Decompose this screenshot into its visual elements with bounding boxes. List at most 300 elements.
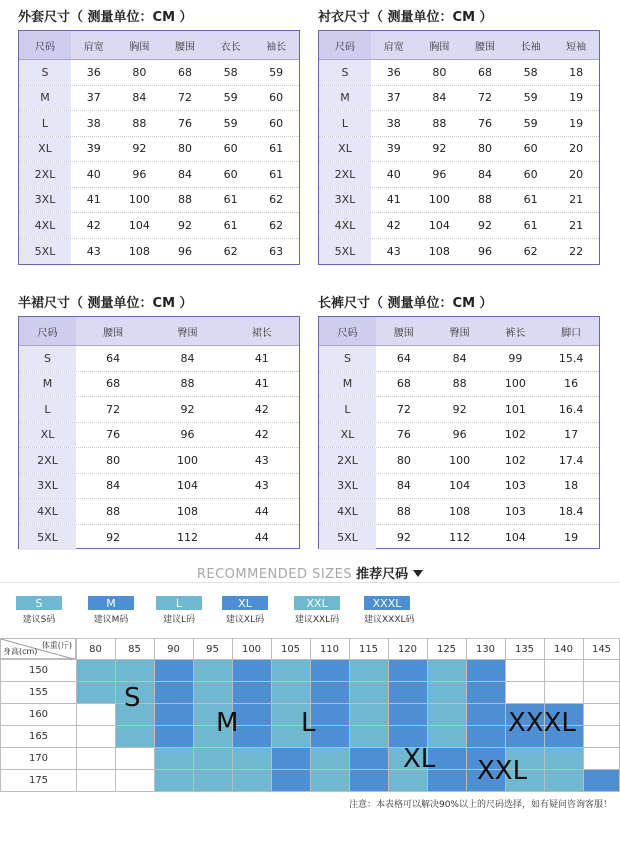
table-cell: 60 (523, 167, 538, 181)
recommended-title-en: RECOMMENDED SIZES (196, 567, 353, 582)
table-cell: 104 (128, 218, 150, 232)
grid-cell (466, 725, 505, 747)
table-cell: 68 (477, 65, 492, 79)
grid-cell (76, 681, 115, 703)
table-cell: 44 (254, 530, 269, 544)
table-cell: 19 (564, 530, 579, 544)
table-cell: 72 (477, 91, 492, 105)
table-cell: 101 (504, 402, 526, 416)
grid-cell (388, 681, 427, 703)
weight-header: 80 (76, 638, 115, 659)
grid-cell (193, 769, 232, 791)
grid-cell (115, 747, 154, 769)
corner-weight-label: 体重(斤) (41, 641, 72, 650)
weight-header: 105 (271, 638, 310, 659)
table-cell: 72 (106, 402, 121, 416)
grid-cell (583, 769, 620, 791)
table-cell: 96 (477, 244, 492, 258)
grid-cell (544, 747, 583, 769)
column-header: 尺码 (319, 31, 371, 59)
grid-line (349, 638, 350, 791)
table-cell: 108 (176, 504, 198, 518)
table-row (19, 162, 299, 188)
weight-header: 110 (310, 638, 349, 659)
table-cell: 88 (477, 193, 492, 207)
grid-size-label: XXXL (508, 708, 576, 738)
grid-corner (0, 638, 76, 659)
corner-height-label: 身高(cm) (3, 647, 38, 656)
section-divider (0, 582, 620, 583)
weight-header: 85 (115, 638, 154, 659)
table-cell: 63 (269, 244, 284, 258)
table-cell: 80 (396, 453, 411, 467)
table-cell: 84 (180, 351, 195, 365)
table-cell: 16 (564, 377, 579, 391)
weight-header: 125 (427, 638, 466, 659)
legend-swatch: M (88, 596, 134, 610)
table-row (19, 111, 299, 137)
table-row (319, 111, 599, 137)
table-cell: 17.4 (558, 453, 584, 467)
size-label: 5XL (319, 239, 371, 265)
table-cell: 16.4 (558, 402, 584, 416)
size-label: S (19, 346, 76, 371)
table-row (19, 86, 299, 112)
table-cell: 80 (177, 142, 192, 156)
table-cell: 84 (432, 91, 447, 105)
legend-item (222, 596, 268, 625)
table-row (19, 525, 299, 551)
grid-size-label: L (301, 708, 316, 738)
height-label: 150 (0, 659, 76, 681)
table-cell: 92 (452, 402, 467, 416)
grid-cell (76, 703, 115, 725)
table-cell: 92 (432, 142, 447, 156)
table-cell: 60 (223, 142, 238, 156)
grid-cell (193, 659, 232, 681)
size-table (18, 30, 300, 265)
size-label: 3XL (19, 188, 71, 213)
footnote: 注意：本表格可以解决90%以上的尺码选择，如有疑问咨询客服！ (348, 800, 612, 810)
table-cell: 92 (180, 402, 195, 416)
table-row (19, 499, 299, 525)
grid-cell (427, 659, 466, 681)
table-row (319, 213, 599, 239)
table-cell: 102 (504, 428, 526, 442)
table-row (319, 162, 599, 188)
table-cell: 112 (449, 530, 471, 544)
legend-item (88, 596, 134, 625)
column-header: 袖长 (266, 41, 287, 53)
grid-cell (583, 659, 620, 681)
grid-cell (232, 769, 271, 791)
weight-header: 140 (544, 638, 583, 659)
table-cell: 104 (449, 479, 471, 493)
table-cell: 96 (177, 244, 192, 258)
table-cell: 62 (269, 218, 284, 232)
table-cell: 36 (86, 65, 101, 79)
table-cell: 68 (177, 65, 192, 79)
recommended-title-cn: 推荐尺码 (356, 567, 409, 582)
table-cell: 59 (223, 91, 238, 105)
table-cell: 84 (452, 351, 467, 365)
table-cell: 61 (523, 193, 538, 207)
table-cell: 100 (428, 193, 450, 207)
table-cell: 41 (386, 193, 401, 207)
table-cell: 103 (504, 479, 526, 493)
table-header-row (19, 31, 299, 60)
table-cell: 99 (508, 351, 523, 365)
table-cell: 43 (254, 453, 269, 467)
grid-line (466, 638, 467, 791)
column-header: 肩宽 (383, 41, 404, 53)
grid-cell (349, 747, 388, 769)
table-row (319, 346, 599, 372)
size-label: 3XL (319, 474, 376, 499)
legend-caption: 建议M码 (93, 615, 129, 625)
legend-item (156, 596, 202, 625)
table-cell: 72 (177, 91, 192, 105)
size-label: L (19, 111, 71, 136)
grid-size-label: S (124, 683, 141, 713)
size-label: XL (319, 423, 376, 448)
table-row (19, 448, 299, 474)
height-label: 165 (0, 725, 76, 747)
size-label: 2XL (19, 448, 76, 473)
grid-cell (349, 703, 388, 725)
table-cell: 76 (396, 428, 411, 442)
table-cell: 36 (386, 65, 401, 79)
grid-cell (154, 681, 193, 703)
table-row (319, 372, 599, 398)
grid-cell (427, 703, 466, 725)
size-label: M (319, 372, 376, 397)
grid-cell (583, 681, 620, 703)
table-cell: 43 (386, 244, 401, 258)
size-label: XL (19, 423, 76, 448)
table-cell: 92 (477, 218, 492, 232)
size-label: M (19, 372, 76, 397)
table-cell: 38 (86, 116, 101, 130)
table-cell: 15.4 (558, 351, 584, 365)
column-header: 腰围 (393, 327, 414, 339)
grid-cell (232, 659, 271, 681)
weight-header: 135 (505, 638, 544, 659)
column-header: 尺码 (319, 317, 376, 345)
legend-caption: 建议XXL码 (294, 615, 340, 625)
table-cell: 96 (132, 167, 147, 181)
grid-cell (349, 725, 388, 747)
table-row (19, 137, 299, 163)
table-row (319, 423, 599, 449)
column-header: 腰围 (103, 327, 124, 339)
grid-cell (544, 769, 583, 791)
grid-size-label: XL (403, 744, 436, 774)
grid-cell (76, 725, 115, 747)
grid-cell (310, 747, 349, 769)
grid-line (0, 638, 1, 791)
grid-cell (583, 725, 620, 747)
column-header: 裤长 (505, 327, 526, 339)
column-header: 衣长 (220, 41, 241, 53)
column-header: 短袖 (566, 41, 587, 53)
column-header: 臀围 (177, 327, 198, 339)
table-cell: 19 (569, 91, 584, 105)
grid-line (583, 638, 584, 791)
table-cell: 84 (132, 91, 147, 105)
size-label: 3XL (19, 474, 76, 499)
table-cell: 92 (106, 530, 121, 544)
table-cell: 96 (452, 428, 467, 442)
size-label: 2XL (19, 162, 71, 187)
table-cell: 21 (569, 193, 584, 207)
table-cell: 84 (106, 479, 121, 493)
column-header: 裙长 (251, 327, 272, 339)
table-row (319, 474, 599, 500)
grid-cell (154, 725, 193, 747)
size-label: S (319, 60, 371, 85)
grid-line (193, 638, 194, 791)
table-cell: 18 (569, 65, 584, 79)
height-label: 155 (0, 681, 76, 703)
table-cell: 112 (176, 530, 198, 544)
table-cell: 108 (128, 244, 150, 258)
table-cell: 100 (176, 453, 198, 467)
grid-line (388, 638, 389, 791)
table-cell: 21 (569, 218, 584, 232)
size-label: XL (319, 137, 371, 162)
table-cell: 39 (86, 142, 101, 156)
weight-header: 120 (388, 638, 427, 659)
table-cell: 60 (269, 116, 284, 130)
column-header: 尺码 (19, 317, 76, 345)
table-cell: 61 (223, 193, 238, 207)
size-table (318, 30, 600, 265)
grid-cell (388, 659, 427, 681)
table-cell: 39 (386, 142, 401, 156)
grid-cell (154, 769, 193, 791)
grid-cell (154, 659, 193, 681)
table-cell: 88 (396, 504, 411, 518)
table-cell: 18.4 (558, 504, 584, 518)
table-cell: 88 (452, 377, 467, 391)
table-cell: 72 (396, 402, 411, 416)
size-label: 4XL (319, 499, 376, 524)
legend-item (364, 596, 415, 625)
table-row (319, 60, 599, 86)
column-header: 胸围 (429, 41, 450, 53)
grid-cell (115, 659, 154, 681)
table-cell: 80 (477, 142, 492, 156)
table-row (319, 499, 599, 525)
weight-header: 115 (349, 638, 388, 659)
grid-line (154, 638, 155, 791)
size-label: L (319, 397, 376, 422)
column-header: 肩宽 (83, 41, 104, 53)
column-header: 腰围 (174, 41, 195, 53)
table-row (19, 474, 299, 500)
grid-cell (76, 747, 115, 769)
grid-line (115, 638, 116, 791)
table-cell: 20 (569, 167, 584, 181)
table-row (319, 188, 599, 214)
grid-cell (115, 725, 154, 747)
table-cell: 60 (223, 167, 238, 181)
table-header-row (19, 317, 299, 346)
legend-swatch: L (156, 596, 202, 610)
grid-cell (466, 703, 505, 725)
grid-cell (505, 659, 544, 681)
size-table (318, 316, 600, 549)
table-cell: 19 (569, 116, 584, 130)
column-header: 脚口 (561, 327, 582, 339)
table-cell: 80 (106, 453, 121, 467)
table-title: 半裙尺寸（ 测量单位：CM ） (18, 296, 193, 311)
grid-cell (583, 747, 620, 769)
grid-cell (427, 681, 466, 703)
table-cell: 59 (223, 116, 238, 130)
size-label: 4XL (319, 213, 371, 238)
height-label: 170 (0, 747, 76, 769)
column-header: 长袖 (520, 41, 541, 53)
table-cell: 76 (177, 116, 192, 130)
height-label: 175 (0, 769, 76, 791)
table-cell: 103 (504, 504, 526, 518)
grid-cell (193, 747, 232, 769)
legend-caption: 建议XXXL码 (364, 615, 415, 625)
size-label: 2XL (319, 162, 371, 187)
grid-cell (154, 747, 193, 769)
grid-cell (544, 659, 583, 681)
table-cell: 104 (504, 530, 526, 544)
size-label: L (19, 397, 76, 422)
grid-cell (349, 681, 388, 703)
table-cell: 41 (254, 377, 269, 391)
size-table (18, 316, 300, 549)
table-cell: 59 (523, 91, 538, 105)
table-cell: 88 (132, 116, 147, 130)
grid-cell (76, 769, 115, 791)
table-cell: 61 (523, 218, 538, 232)
table-cell: 108 (428, 244, 450, 258)
column-header: 臀围 (449, 327, 470, 339)
grid-cell (349, 659, 388, 681)
table-row (19, 397, 299, 423)
grid-cell (115, 769, 154, 791)
table-row (19, 346, 299, 372)
table-cell: 76 (477, 116, 492, 130)
table-cell: 60 (523, 142, 538, 156)
weight-header: 95 (193, 638, 232, 659)
table-cell: 20 (569, 142, 584, 156)
grid-line (271, 638, 272, 791)
table-cell: 62 (269, 193, 284, 207)
table-cell: 88 (180, 377, 195, 391)
grid-cell (271, 769, 310, 791)
table-cell: 76 (106, 428, 121, 442)
grid-cell (154, 703, 193, 725)
table-cell: 44 (254, 504, 269, 518)
grid-cell (232, 747, 271, 769)
table-cell: 43 (254, 479, 269, 493)
table-cell: 41 (86, 193, 101, 207)
weight-header: 100 (232, 638, 271, 659)
weight-header: 90 (154, 638, 193, 659)
table-title: 外套尺寸（ 测量单位：CM ） (18, 10, 193, 25)
table-cell: 18 (564, 479, 579, 493)
table-cell: 40 (386, 167, 401, 181)
table-row (19, 372, 299, 398)
grid-cell (505, 681, 544, 703)
weight-header: 145 (583, 638, 620, 659)
height-label: 160 (0, 703, 76, 725)
size-label: 3XL (319, 188, 371, 213)
legend-caption: 建议S码 (22, 615, 56, 625)
table-row (19, 188, 299, 214)
legend-item (294, 596, 340, 625)
table-header-row (319, 317, 599, 346)
table-cell: 88 (177, 193, 192, 207)
table-row (19, 239, 299, 265)
table-row (319, 86, 599, 112)
size-label: M (19, 86, 71, 111)
table-cell: 100 (449, 453, 471, 467)
table-cell: 64 (106, 351, 121, 365)
size-label: M (319, 86, 371, 111)
size-label: S (319, 346, 376, 371)
table-cell: 68 (106, 377, 121, 391)
table-cell: 59 (269, 65, 284, 79)
size-label: S (19, 60, 71, 85)
table-cell: 80 (132, 65, 147, 79)
grid-cell (310, 681, 349, 703)
grid-cell (271, 747, 310, 769)
table-cell: 22 (569, 244, 584, 258)
legend-caption: 建议XL码 (225, 615, 265, 625)
grid-size-label: XXL (477, 756, 528, 786)
grid-line (76, 638, 77, 791)
table-cell: 40 (86, 167, 101, 181)
size-label: 2XL (319, 448, 376, 473)
legend-caption: 建议L码 (162, 615, 195, 625)
table-cell: 43 (86, 244, 101, 258)
legend-swatch: S (16, 596, 62, 610)
size-label: 4XL (19, 213, 71, 238)
table-cell: 61 (269, 167, 284, 181)
table-cell: 42 (254, 428, 269, 442)
column-header: 胸围 (129, 41, 150, 53)
grid-cell (310, 659, 349, 681)
table-cell: 100 (504, 377, 526, 391)
table-row (319, 397, 599, 423)
table-cell: 37 (386, 91, 401, 105)
size-label: 5XL (319, 525, 376, 551)
column-header: 腰围 (474, 41, 495, 53)
grid-cell (271, 681, 310, 703)
table-cell: 102 (504, 453, 526, 467)
grid-cell (466, 681, 505, 703)
legend-item (16, 596, 62, 625)
grid-cell (310, 769, 349, 791)
table-cell: 42 (86, 218, 101, 232)
table-cell: 88 (106, 504, 121, 518)
grid-cell (583, 703, 620, 725)
size-label: L (319, 111, 371, 136)
table-cell: 96 (432, 167, 447, 181)
table-cell: 84 (396, 479, 411, 493)
table-cell: 59 (523, 116, 538, 130)
legend-swatch: XL (222, 596, 268, 610)
